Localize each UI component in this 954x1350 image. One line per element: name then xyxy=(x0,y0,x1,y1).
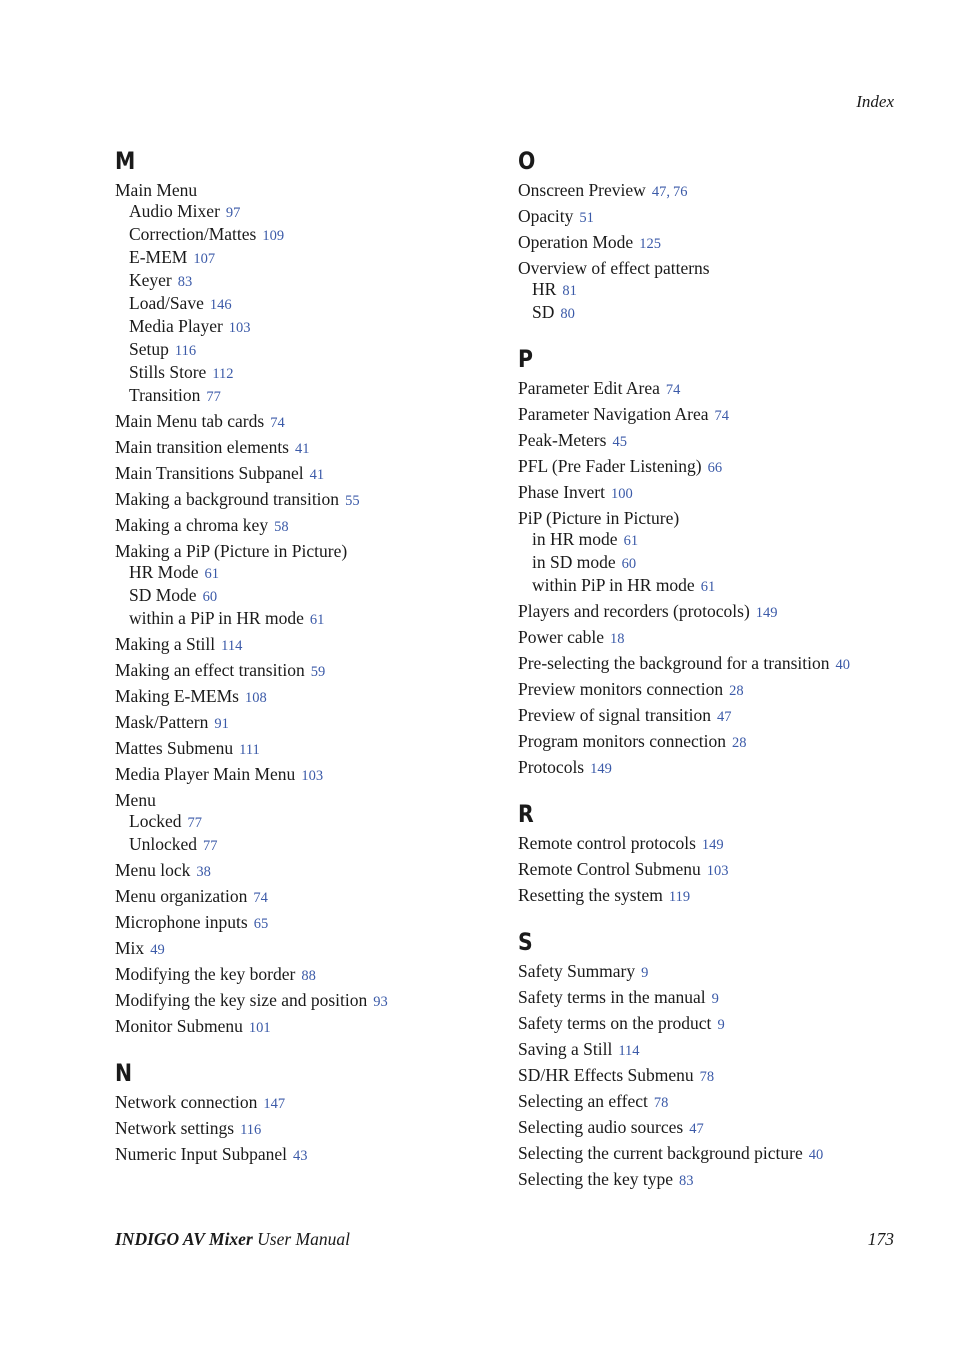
index-entry-selecting-the-key-type xyxy=(518,1169,908,1192)
index-term: Locked xyxy=(129,811,182,831)
index-entry-media-player-main-menu xyxy=(115,764,495,787)
index-term: within PiP in HR mode xyxy=(532,575,695,595)
index-entry-players-and-recorders-protocols xyxy=(518,601,908,624)
page-link[interactable]: 147 xyxy=(263,1096,286,1112)
index-subentry xyxy=(115,585,495,608)
index-entry-main-transitions-subpanel xyxy=(115,463,495,486)
index-subentry xyxy=(115,247,495,270)
index-term: Load/Save xyxy=(129,293,204,313)
index-entry-line xyxy=(115,541,495,562)
index-entry-line xyxy=(518,833,908,856)
index-entry-pfl-pre-fader-listening xyxy=(518,456,908,479)
index-subentry xyxy=(115,834,495,857)
page-link[interactable]: 149 xyxy=(590,761,612,777)
index-entry-line xyxy=(518,430,908,453)
index-entry-line xyxy=(115,515,495,538)
index-term: PFL (Pre Fader Listening) xyxy=(518,456,702,476)
index-entry-making-a-pip-picture-in-picture xyxy=(115,541,495,631)
index-term: Setup xyxy=(129,339,169,359)
index-entry-onscreen-preview xyxy=(518,180,908,203)
index-entry-line xyxy=(518,859,908,882)
index-term: Opacity xyxy=(518,206,574,226)
index-entry-menu-lock xyxy=(115,860,495,883)
index-subentry xyxy=(518,575,908,598)
index-entry-line xyxy=(115,1144,495,1167)
index-term: Mix xyxy=(115,938,145,958)
page-link[interactable]: 61 xyxy=(623,533,639,549)
page-link[interactable]: 77 xyxy=(203,838,218,854)
index-subentry xyxy=(115,562,495,585)
footer-title xyxy=(115,1229,350,1250)
index-entry-making-an-effect-transition xyxy=(115,660,495,683)
page-link[interactable]: 114 xyxy=(618,1043,640,1059)
page-link[interactable]: 9 xyxy=(717,1017,725,1033)
index-entry-line xyxy=(518,1065,908,1088)
index-term: SD Mode xyxy=(129,585,197,605)
index-section-p xyxy=(518,344,908,780)
index-term: Remote control protocols xyxy=(518,833,696,853)
index-entry-line xyxy=(115,712,495,735)
section-letter: N xyxy=(115,1059,133,1087)
index-subentry xyxy=(115,201,495,224)
index-term: Players and recorders (protocols) xyxy=(518,601,750,621)
page-link[interactable]: 28 xyxy=(732,735,747,751)
page-link[interactable]: 9 xyxy=(711,991,719,1007)
index-term: HR Mode xyxy=(129,562,199,582)
index-entry-program-monitors-connection xyxy=(518,731,908,754)
index-term: Preview monitors connection xyxy=(518,679,724,699)
index-entry-line xyxy=(115,764,495,787)
section-letter: S xyxy=(518,928,533,956)
index-entry-line xyxy=(518,1039,908,1062)
index-subentry xyxy=(518,302,908,325)
index-term: Making a chroma key xyxy=(115,515,269,535)
index-term: Media Player Main Menu xyxy=(115,764,296,784)
index-entry-line xyxy=(518,731,908,754)
index-term: Monitor Submenu xyxy=(115,1016,243,1036)
index-term: Keyer xyxy=(129,270,172,290)
page-link[interactable]: 61 xyxy=(204,566,220,582)
page-link[interactable]: 125 xyxy=(639,236,661,252)
index-entry-operation-mode xyxy=(518,232,908,255)
index-entry-safety-terms-on-the-product xyxy=(518,1013,908,1036)
page-link[interactable]: 74 xyxy=(665,382,681,398)
index-entry-line xyxy=(518,258,908,279)
index-entry-line xyxy=(115,660,495,683)
index-term: Pre-selecting the background for a transition xyxy=(518,653,830,673)
index-entry-selecting-audio-sources xyxy=(518,1117,908,1140)
index-entry-preview-monitors-connection xyxy=(518,679,908,702)
index-term: Parameter Edit Area xyxy=(518,378,660,398)
index-term: Main Menu tab cards xyxy=(115,411,265,431)
index-term: Overview of effect patterns xyxy=(518,258,710,278)
index-term: Safety terms on the product xyxy=(518,1013,712,1033)
page-link[interactable]: 77 xyxy=(206,389,221,405)
index-entry-network-connection xyxy=(115,1092,495,1115)
index-term: Modifying the key border xyxy=(115,964,296,984)
page-link[interactable]: 28 xyxy=(729,683,744,699)
index-entry-line xyxy=(115,990,495,1013)
index-subentry xyxy=(115,270,495,293)
index-term: Protocols xyxy=(518,757,585,777)
index-term: Menu organization xyxy=(115,886,248,906)
page-link[interactable]: 40 xyxy=(808,1147,824,1163)
index-term: Microphone inputs xyxy=(115,912,248,932)
index-entry-line xyxy=(518,206,908,229)
page-link[interactable]: 65 xyxy=(253,916,269,932)
index-term: SD/HR Effects Submenu xyxy=(518,1065,694,1085)
page-link[interactable]: 146 xyxy=(209,297,232,313)
page-link[interactable]: 103 xyxy=(706,863,729,879)
index-section-m xyxy=(115,146,495,1039)
index-entry-selecting-an-effect xyxy=(518,1091,908,1114)
index-term: Selecting the key type xyxy=(518,1169,674,1189)
index-term: in SD mode xyxy=(532,552,616,572)
index-entry-line xyxy=(115,463,495,486)
index-entry-line xyxy=(518,679,908,702)
index-subentry xyxy=(115,811,495,834)
page-link[interactable]: 40 xyxy=(835,657,850,673)
page-link[interactable]: 76 xyxy=(672,184,688,200)
index-term: Network settings xyxy=(115,1118,235,1138)
page-link[interactable]: 38 xyxy=(196,864,211,880)
page-link[interactable]: 78 xyxy=(653,1095,669,1111)
index-term: Making an effect transition xyxy=(115,660,305,680)
page-link[interactable]: 116 xyxy=(240,1122,262,1138)
page-link[interactable]: 78 xyxy=(699,1069,715,1085)
page-separator: , xyxy=(666,184,670,200)
index-entry-sd-hr-effects-submenu xyxy=(518,1065,908,1088)
page-link[interactable]: 41 xyxy=(309,467,325,483)
index-entry-power-cable xyxy=(518,627,908,650)
page-link[interactable]: 47 xyxy=(716,709,732,725)
page-link[interactable]: 93 xyxy=(373,994,388,1010)
index-term: Power cable xyxy=(518,627,605,647)
index-term: Audio Mixer xyxy=(129,201,220,221)
index-entry-line xyxy=(115,411,495,434)
index-subentry xyxy=(115,316,495,339)
index-term: Program monitors connection xyxy=(518,731,727,751)
index-entry-making-a-background-transition xyxy=(115,489,495,512)
index-term: Making E-MEMs xyxy=(115,686,239,706)
index-entry-safety-terms-in-the-manual xyxy=(518,987,908,1010)
page-link[interactable]: 103 xyxy=(228,320,251,336)
index-entry-selecting-the-current-background-picture xyxy=(518,1143,908,1166)
index-entry-remote-control-submenu xyxy=(518,859,908,882)
index-entry-line xyxy=(115,860,495,883)
index-subentry xyxy=(115,224,495,247)
index-entry-resetting-the-system xyxy=(518,885,908,908)
index-term: Mattes Submenu xyxy=(115,738,234,758)
index-term: Safety Summary xyxy=(518,961,636,981)
page-link[interactable]: 149 xyxy=(701,837,724,853)
page-number: 173 xyxy=(867,1229,894,1249)
page-link[interactable]: 80 xyxy=(560,306,575,322)
page-link[interactable]: 49 xyxy=(150,942,165,958)
index-term: Stills Store xyxy=(129,362,207,382)
index-term: Main Transitions Subpanel xyxy=(115,463,304,483)
index-term: Selecting an effect xyxy=(518,1091,648,1111)
index-term: Phase Invert xyxy=(518,482,605,502)
index-entry-main-menu xyxy=(115,180,495,408)
index-term: Unlocked xyxy=(129,834,198,854)
footer-manual: User Manual xyxy=(252,1229,350,1249)
index-term: Preview of signal transition xyxy=(518,705,711,725)
page-link[interactable]: 97 xyxy=(225,205,241,221)
index-entry-menu-organization xyxy=(115,886,495,909)
index-term: in HR mode xyxy=(532,529,618,549)
index-entry-modifying-the-key-size-and-position xyxy=(115,990,495,1013)
index-subentry xyxy=(115,385,495,408)
index-term: within a PiP in HR mode xyxy=(129,608,304,628)
page-link[interactable]: 66 xyxy=(707,460,723,476)
index-entry-line xyxy=(115,738,495,761)
page-link[interactable]: 119 xyxy=(668,889,691,905)
index-term: Saving a Still xyxy=(518,1039,613,1059)
index-entry-mix xyxy=(115,938,495,961)
page-link[interactable]: 55 xyxy=(345,493,360,509)
index-entry-pip-picture-in-picture xyxy=(518,508,908,598)
index-entry-numeric-input-subpanel xyxy=(115,1144,495,1167)
section-letter: M xyxy=(115,147,136,175)
index-subentry xyxy=(518,529,908,552)
index-term: Making a Still xyxy=(115,634,216,654)
page-link[interactable]: 9 xyxy=(641,965,649,981)
page-link[interactable]: 61 xyxy=(309,612,325,628)
index-entry-line xyxy=(518,601,908,624)
index-subentry xyxy=(518,552,908,575)
page-link[interactable]: 60 xyxy=(621,556,637,572)
page-link[interactable]: 58 xyxy=(274,519,289,535)
index-entry-making-a-still xyxy=(115,634,495,657)
index-term: Making a background transition xyxy=(115,489,340,509)
page-link[interactable]: 83 xyxy=(679,1173,694,1189)
index-entry-line xyxy=(115,437,495,460)
index-entry-line xyxy=(115,886,495,909)
index-entry-overview-of-effect-patterns xyxy=(518,258,908,325)
index-entry-line xyxy=(518,378,908,401)
section-letter: O xyxy=(518,147,536,175)
index-term: Transition xyxy=(129,385,201,405)
index-term: Peak-Meters xyxy=(518,430,607,450)
section-letter: P xyxy=(518,345,533,373)
page-link[interactable]: 101 xyxy=(248,1020,271,1036)
index-entry-line xyxy=(115,938,495,961)
index-entry-main-menu-tab-cards xyxy=(115,411,495,434)
index-entry-line xyxy=(518,482,908,505)
index-entry-monitor-submenu xyxy=(115,1016,495,1039)
index-entry-line xyxy=(115,1016,495,1039)
index-entry-line xyxy=(115,489,495,512)
index-section-n xyxy=(115,1058,495,1167)
index-section-o xyxy=(518,146,908,325)
index-entry-line xyxy=(115,912,495,935)
index-term: Resetting the system xyxy=(518,885,663,905)
index-term: Making a PiP (Picture in Picture) xyxy=(115,541,348,561)
index-entry-line xyxy=(518,404,908,427)
index-entry-making-e-mems xyxy=(115,686,495,709)
index-entry-line xyxy=(518,1143,908,1166)
index-term: Selecting the current background picture xyxy=(518,1143,803,1163)
index-entry-line xyxy=(115,686,495,709)
index-term: SD xyxy=(532,302,555,322)
page-link[interactable]: 114 xyxy=(221,638,243,654)
page-link[interactable]: 45 xyxy=(612,434,627,450)
index-term: HR xyxy=(532,279,557,299)
index-entry-line xyxy=(518,757,908,780)
index-entry-line xyxy=(518,508,908,529)
page-link[interactable]: 74 xyxy=(253,890,268,906)
index-entry-line xyxy=(518,180,908,203)
page-link[interactable]: 88 xyxy=(301,968,316,984)
index-term: E-MEM xyxy=(129,247,188,267)
page-link[interactable]: 18 xyxy=(610,631,625,647)
page-link[interactable]: 112 xyxy=(212,366,234,382)
page-link[interactable]: 109 xyxy=(262,228,285,244)
index-term: Selecting audio sources xyxy=(518,1117,684,1137)
page-link[interactable]: 61 xyxy=(700,579,716,595)
index-entry-line xyxy=(518,1013,908,1036)
index-section-s xyxy=(518,927,908,1192)
index-entry-remote-control-protocols xyxy=(518,833,908,856)
running-head: Index xyxy=(856,92,894,111)
page-link[interactable]: 108 xyxy=(244,690,267,706)
page-link[interactable]: 149 xyxy=(755,605,778,621)
page-link[interactable]: 91 xyxy=(214,716,229,732)
index-term: Safety terms in the manual xyxy=(518,987,706,1007)
footer-product: INDIGO AV Mixer xyxy=(115,1229,253,1249)
page-link[interactable]: 59 xyxy=(310,664,326,680)
index-entry-parameter-edit-area xyxy=(518,378,908,401)
index-entry-modifying-the-key-border xyxy=(115,964,495,987)
index-entry-line xyxy=(115,1118,495,1141)
index-entry-line xyxy=(115,180,495,201)
index-entry-making-a-chroma-key xyxy=(115,515,495,538)
index-entry-line xyxy=(115,634,495,657)
index-entry-mattes-submenu xyxy=(115,738,495,761)
index-column-right xyxy=(518,146,908,1211)
index-section-r xyxy=(518,799,908,908)
index-entry-line xyxy=(518,653,908,676)
index-entry-safety-summary xyxy=(518,961,908,984)
page-link[interactable]: 107 xyxy=(193,251,216,267)
index-term: Correction/Mattes xyxy=(129,224,257,244)
index-entry-network-settings xyxy=(115,1118,495,1141)
page-link[interactable]: 51 xyxy=(579,210,594,226)
page-link[interactable]: 103 xyxy=(301,768,324,784)
index-entry-line xyxy=(115,790,495,811)
index-entry-preview-of-signal-transition xyxy=(518,705,908,728)
index-term: Main transition elements xyxy=(115,437,289,457)
index-subentry xyxy=(115,339,495,362)
page-link[interactable]: 100 xyxy=(611,486,633,502)
index-term: Network connection xyxy=(115,1092,258,1112)
index-entry-main-transition-elements xyxy=(115,437,495,460)
page-link[interactable]: 77 xyxy=(187,815,202,831)
page-link[interactable]: 43 xyxy=(293,1148,308,1164)
index-entry-line xyxy=(518,987,908,1010)
page-link[interactable]: 83 xyxy=(177,274,193,290)
index-term: Operation Mode xyxy=(518,232,634,252)
index-subentry xyxy=(518,279,908,302)
index-entry-parameter-navigation-area xyxy=(518,404,908,427)
index-entry-microphone-inputs xyxy=(115,912,495,935)
page-link[interactable]: 60 xyxy=(202,589,218,605)
index-entry-line xyxy=(518,1169,908,1192)
index-term: Menu lock xyxy=(115,860,191,880)
index-entry-protocols xyxy=(518,757,908,780)
index-term: Main Menu xyxy=(115,180,198,200)
index-subentry xyxy=(115,608,495,631)
index-term: Remote Control Submenu xyxy=(518,859,701,879)
page-link[interactable]: 47 xyxy=(651,184,667,200)
section-letter: R xyxy=(518,800,534,828)
page-link[interactable]: 81 xyxy=(562,283,577,299)
index-entry-mask-pattern xyxy=(115,712,495,735)
index-entry-line xyxy=(518,232,908,255)
index-entry-line xyxy=(518,705,908,728)
page-link[interactable]: 41 xyxy=(295,441,310,457)
index-term: Mask/Pattern xyxy=(115,712,209,732)
index-term: PiP (Picture in Picture) xyxy=(518,508,680,528)
index-entry-line xyxy=(518,885,908,908)
page-link[interactable]: 47 xyxy=(689,1121,704,1137)
index-entry-saving-a-still xyxy=(518,1039,908,1062)
index-term: Modifying the key size and position xyxy=(115,990,368,1010)
index-term: Parameter Navigation Area xyxy=(518,404,709,424)
index-entry-line xyxy=(518,1117,908,1140)
index-term: Onscreen Preview xyxy=(518,180,646,200)
index-subentry xyxy=(115,293,495,316)
index-entry-line xyxy=(518,627,908,650)
index-entry-line xyxy=(518,456,908,479)
index-entry-line xyxy=(518,1091,908,1114)
index-column-left xyxy=(115,146,495,1186)
index-entry-menu xyxy=(115,790,495,857)
page-link[interactable]: 74 xyxy=(270,415,285,431)
index-entry-line xyxy=(115,1092,495,1115)
index-term: Menu xyxy=(115,790,156,810)
page-link[interactable]: 116 xyxy=(174,343,197,359)
index-subentry xyxy=(115,362,495,385)
page-link[interactable]: 74 xyxy=(714,408,729,424)
index-entry-line xyxy=(518,961,908,984)
index-entry-phase-invert xyxy=(518,482,908,505)
index-entry-opacity xyxy=(518,206,908,229)
index-entry-peak-meters xyxy=(518,430,908,453)
index-term: Media Player xyxy=(129,316,223,336)
page-link[interactable]: 111 xyxy=(239,742,260,758)
index-entry-pre-selecting-the-background-for-a-transition xyxy=(518,653,908,676)
index-entry-line xyxy=(115,964,495,987)
index-term: Numeric Input Subpanel xyxy=(115,1144,288,1164)
